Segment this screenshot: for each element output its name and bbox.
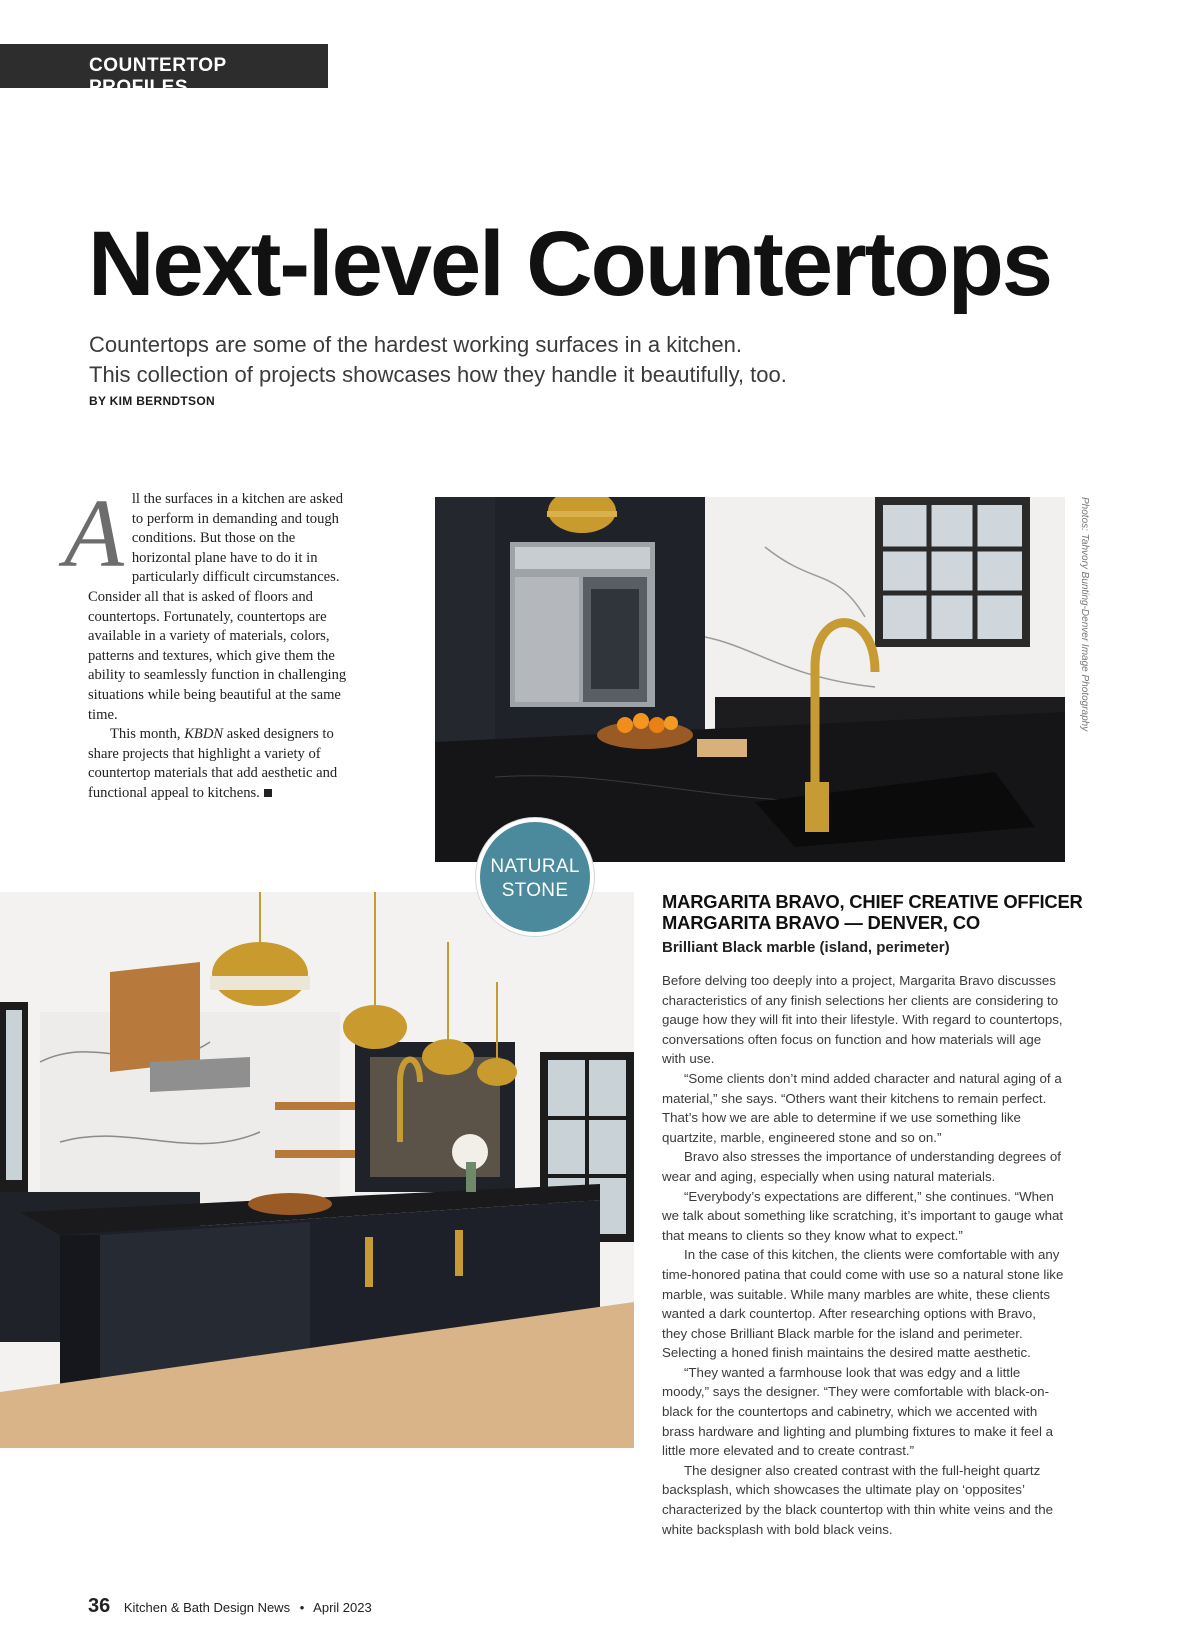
- countertop-material: Brilliant Black marble (island, perimeter): [662, 939, 950, 956]
- article-deck: [89, 330, 989, 390]
- intro-paragraph-1: [88, 490, 350, 725]
- designer-name: MARGARITA BRAVO, CHIEF CREATIVE OFFICER: [662, 891, 1083, 912]
- section-tab: [0, 44, 328, 98]
- deck-line-1: Countertops are some of the hardest working surfaces in a kitchen.: [89, 332, 743, 357]
- project-body: [662, 971, 1064, 1539]
- drop-cap: A: [64, 480, 124, 588]
- body-paragraph: Bravo also stresses the importance of understanding degrees of wear and aging, especially when using natural materials.: [662, 1149, 1061, 1184]
- byline: BY KIM BERNDTSON: [89, 394, 215, 408]
- project-header: [662, 891, 1083, 956]
- body-paragraph: Before delving too deeply into a project, Margarita Bravo discusses characteristics of any finish selections her clients are considering to gauge how they will fit into their lifestyle. With regard to countertops, conversations often focus on function and how materials will age with use.: [662, 973, 1063, 1067]
- intro-paragraph-2: [88, 725, 350, 803]
- deck-line-2: This collection of projects showcases how they handle it beautifully, too.: [89, 362, 787, 387]
- body-paragraph: The designer also created contrast with the full-height quartz backsplash, which showcases the ultimate play on ‘opposites’ characterized by the black countertop with thin white veins and the white backsplash with bold black veins.: [662, 1462, 1054, 1537]
- footer-separator: •: [299, 1600, 305, 1615]
- category-badge: [480, 822, 590, 932]
- body-paragraph: In the case of this kitchen, the clients were comfortable with any time-honored patina that could come with use so a natural stone like marble, was suitable. While many marbles are white, these clients wanted a dark countertop. After researching options with Bravo, they chose Brilliant Black marble for the island and perimeter. Selecting a honed finish maintains the desired matte aesthetic.: [662, 1247, 1064, 1361]
- kbdn-italic: KBDN: [184, 726, 224, 743]
- intro-paragraph-2-end: asked designers to share projects that highlight a variety of countertop materials that add aesthetic and functional appeal to kitchens.: [88, 726, 338, 801]
- photo-credit-text: Photos: Tahvory Bunting-Denver Image Photography: [1079, 497, 1090, 732]
- page-footer: [88, 1595, 372, 1618]
- badge-line-1: NATURAL: [490, 856, 580, 877]
- kitchen-sink-photo: [435, 497, 1065, 862]
- kitchen-island-photo: [0, 892, 634, 1448]
- issue-date: April 2023: [313, 1600, 372, 1615]
- intro-text: [64, 480, 350, 804]
- photo-credit: [1076, 497, 1090, 732]
- section-label: COUNTERTOP PROFILES: [89, 55, 227, 98]
- end-mark-icon: [264, 789, 272, 797]
- intro-paragraph-1-text: ll the surfaces in a kitchen are asked to perform in demanding and tough conditions. But those on the horizontal plane have to do it in particularly difficult circumstances. Consider all that is asked of floors and countertops. Fortunately, countertops are available in a variety of materials, colors, patterns and textures, which give them the ability to seamlessly function in challenging situations while being beautiful at the same time.: [88, 491, 347, 723]
- publication-name: Kitchen & Bath Design News: [123, 1600, 291, 1615]
- body-paragraph: “Some clients don’t mind added character and natural aging of a material,” she says. “Others want their kitchens to remain perfect. That’s how we are able to determine if we use something like quartzite, marble, engineered stone and so on.”: [662, 1070, 1062, 1145]
- page-title: Next-level Countertops: [88, 213, 1052, 315]
- page-number: 36: [88, 1595, 111, 1617]
- body-paragraph: “Everybody’s expectations are different,” she continues. “When we talk about something like scratching, it’s important to gauge what that means to clients so they know what to expect.”: [662, 1188, 1064, 1243]
- designer-firm-location: MARGARITA BRAVO — DENVER, CO: [662, 912, 980, 933]
- badge-line-2: STONE: [501, 880, 569, 901]
- intro-paragraph-2-start: This month,: [110, 726, 185, 743]
- body-paragraph: “They wanted a farmhouse look that was edgy and a little moody,” says the designer. “They were comfortable with black-on-black for the countertops and cabinetry, which we accented with brass hardware and lighting and plumbing fixtures to make it feel a little more elevated and to create contrast.”: [662, 1364, 1053, 1459]
